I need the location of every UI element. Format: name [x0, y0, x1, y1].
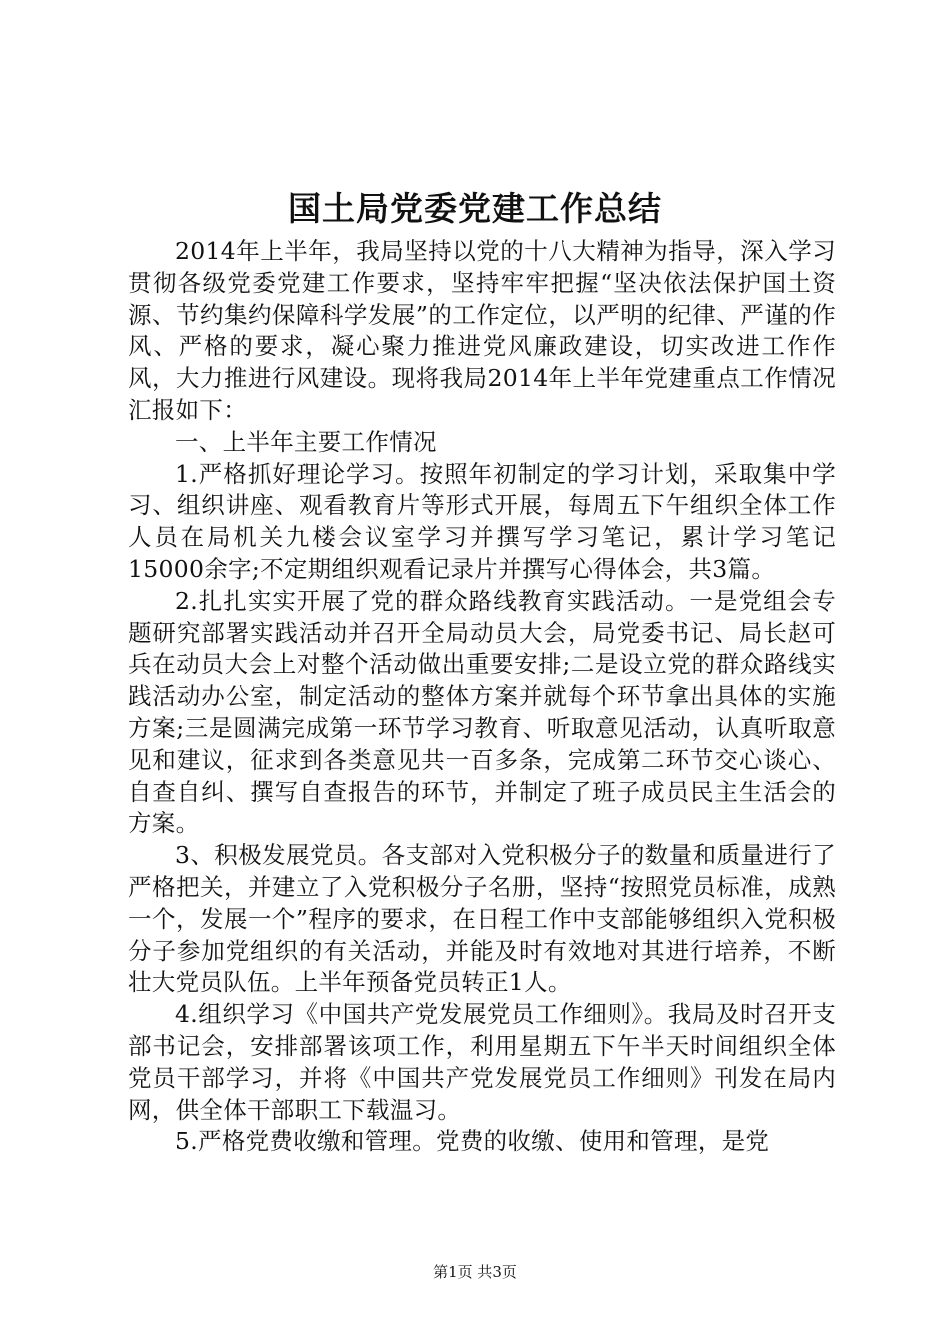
- document-title: 国土局党委党建工作总结: [288, 189, 662, 228]
- section-heading: 一、上半年主要工作情况: [175, 427, 437, 456]
- paragraph-item-2: 2.扎扎实实开展了党的群众路线教育实践活动。一是党组会专题研究部署实践活动并召开全局动员大会，局党委书记、局长赵可兵在动员大会上对整个活动做出重要安排;二是设立党的群众路线实践活动办公室，制定活动的整体方案并就每个环节拿出具体的实施方案;三是圆满完成第一环节学习教育、听取意见活动，认真听取意见和建议，征求到各类意见共一百多条，完成第二环节交心谈心、自查自纠、撰写自查报告的环节，并制定了班子成员民主生活会的方案。: [128, 586, 836, 838]
- page-footer: 第1页 共3页: [433, 1263, 517, 1281]
- paragraph-item-3: 3、积极发展党员。各支部对入党积极分子的数量和质量进行了严格把关，并建立了入党积极分子名册，坚持“按照党员标准，成熟一个，发展一个”程序的要求，在日程工作中支部能够组织入党积极分子参加党组织的有关活动，并能及时有效地对其进行培养，不断壮大党员队伍。上半年预备党员转正1人。: [128, 841, 836, 997]
- document-body: [128, 236, 836, 1158]
- paragraph-intro: 2014年上半年，我局坚持以党的十八大精神为指导，深入学习贯彻各级党委党建工作要求，坚持牢牢把握“坚决依法保护国土资源、节约集约保障科学发展”的工作定位，以严明的纪律、严谨的作风、严格的要求，凝心聚力推进党风廉政建设，切实改进工作作风，大力推进行风建设。现将我局2014年上半年党建重点工作情况汇报如下：: [128, 237, 836, 424]
- paragraph-item-4: 4.组织学习《中国共产党发展党员工作细则》。我局及时召开支部书记会，安排部署该项工作，利用星期五下午半天时间组织全体党员干部学习，并将《中国共产党发展党员工作细则》刊发在局内网，供全体干部职工下载温习。: [128, 1000, 836, 1124]
- paragraph-item-1: 1.严格抓好理论学习。按照年初制定的学习计划，采取集中学习、组织讲座、观看教育片等形式开展，每周五下午组织全体工作人员在局机关九楼会议室学习并撰写学习笔记，累计学习笔记15000余字;不定期组织观看记录片并撰写心得体会，共3篇。: [128, 459, 836, 583]
- paragraph-item-5: 5.严格党费收缴和管理。党费的收缴、使用和管理，是党: [175, 1127, 770, 1156]
